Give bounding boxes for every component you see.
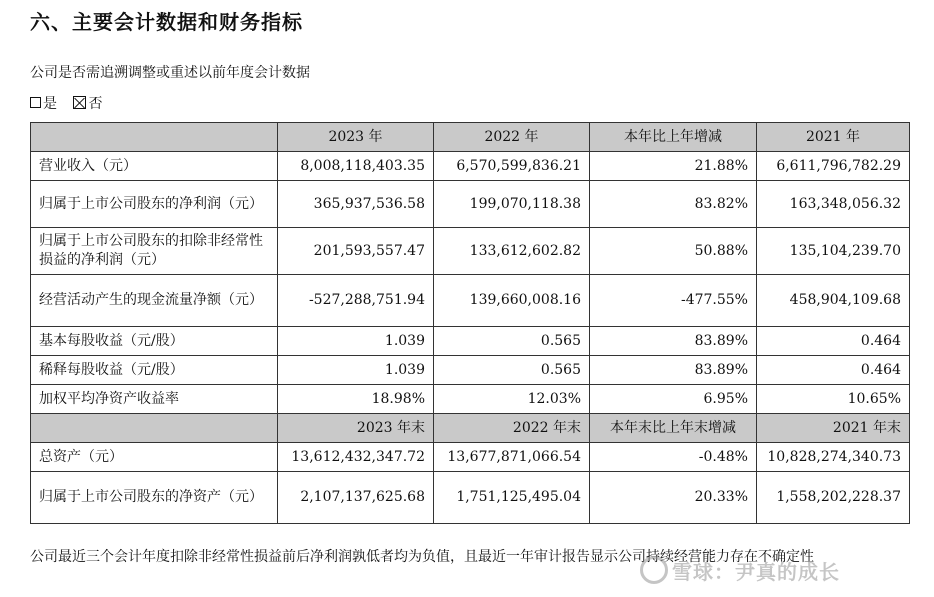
restatement-options [30, 93, 102, 113]
header-cell: 2022 年 [434, 123, 590, 152]
row-label: 营业收入（元） [31, 152, 278, 181]
table-row [31, 327, 910, 356]
value-cell: 201,593,557.47 [278, 228, 434, 275]
header-cell: 本年比上年增减 [590, 123, 757, 152]
value-cell: 13,612,432,347.72 [278, 443, 434, 472]
value-cell: -527,288,751.94 [278, 275, 434, 327]
value-cell: 1,558,202,228.37 [757, 472, 910, 524]
table-row [31, 181, 910, 228]
table-row [31, 275, 910, 327]
table-row [31, 152, 910, 181]
financial-indicators-table [30, 122, 910, 524]
watermark [640, 556, 840, 585]
value-cell: 0.464 [757, 356, 910, 385]
value-cell: 1.039 [278, 356, 434, 385]
header-cell: 2023 年 [278, 123, 434, 152]
value-cell: 135,104,239.70 [757, 228, 910, 275]
table-row [31, 356, 910, 385]
no-checked-checkbox-icon[interactable] [73, 96, 86, 109]
row-label: 总资产（元） [31, 443, 278, 472]
table-subheader-row [31, 414, 910, 443]
value-cell: -0.48% [590, 443, 757, 472]
value-cell: 2,107,137,625.68 [278, 472, 434, 524]
value-cell: 10.65% [757, 385, 910, 414]
value-cell: 6.95% [590, 385, 757, 414]
value-cell: 139,660,008.16 [434, 275, 590, 327]
header-cell: 本年末比上年末增减 [590, 414, 757, 443]
row-label: 归属于上市公司股东的净资产（元） [31, 472, 278, 524]
value-cell: 1,751,125,495.04 [434, 472, 590, 524]
header-cell: 2022 年末 [434, 414, 590, 443]
value-cell: 0.565 [434, 356, 590, 385]
header-cell [31, 414, 278, 443]
value-cell: 365,937,536.58 [278, 181, 434, 228]
value-cell: 6,611,796,782.29 [757, 152, 910, 181]
row-label: 基本每股收益（元/股） [31, 327, 278, 356]
value-cell: 163,348,056.32 [757, 181, 910, 228]
yes-checkbox-icon[interactable] [30, 97, 41, 108]
table-row [31, 228, 910, 275]
value-cell: 0.565 [434, 327, 590, 356]
value-cell: 133,612,602.82 [434, 228, 590, 275]
table-row [31, 443, 910, 472]
row-label: 归属于上市公司股东的净利润（元） [31, 181, 278, 228]
row-label: 经营活动产生的现金流量净额（元） [31, 275, 278, 327]
row-label: 稀释每股收益（元/股） [31, 356, 278, 385]
value-cell: 458,904,109.68 [757, 275, 910, 327]
table-header-row [31, 123, 910, 152]
row-label: 归属于上市公司股东的扣除非经常性损益的净利润（元） [31, 228, 278, 275]
value-cell: 8,008,118,403.35 [278, 152, 434, 181]
header-cell [31, 123, 278, 152]
value-cell: 21.88% [590, 152, 757, 181]
value-cell: 0.464 [757, 327, 910, 356]
header-cell: 2021 年末 [757, 414, 910, 443]
value-cell: 83.89% [590, 327, 757, 356]
section-title: 六、主要会计数据和财务指标 [30, 10, 303, 34]
restatement-question: 公司是否需追溯调整或重述以前年度会计数据 [30, 65, 310, 81]
footer-question: 公司最近三个会计年度扣除非经常性损益前后净利润孰低者均为负值，且最近一年审计报告显示公司持续经营能力存在不确定性 [30, 549, 814, 565]
no-label: 否 [88, 96, 103, 112]
value-cell: 6,570,599,836.21 [434, 152, 590, 181]
table-row [31, 385, 910, 414]
yes-label: 是 [43, 96, 57, 112]
value-cell: -477.55% [590, 275, 757, 327]
header-cell: 2023 年末 [278, 414, 434, 443]
value-cell: 12.03% [434, 385, 590, 414]
value-cell: 1.039 [278, 327, 434, 356]
watermark-text: 雪球：尹真的成长 [672, 560, 840, 584]
value-cell: 10,828,274,340.73 [757, 443, 910, 472]
value-cell: 13,677,871,066.54 [434, 443, 590, 472]
header-cell: 2021 年 [757, 123, 910, 152]
value-cell: 20.33% [590, 472, 757, 524]
snowball-logo-icon [640, 556, 668, 584]
value-cell: 50.88% [590, 228, 757, 275]
value-cell: 18.98% [278, 385, 434, 414]
value-cell: 199,070,118.38 [434, 181, 590, 228]
value-cell: 83.89% [590, 356, 757, 385]
table-row [31, 472, 910, 524]
value-cell: 83.82% [590, 181, 757, 228]
row-label: 加权平均净资产收益率 [31, 385, 278, 414]
